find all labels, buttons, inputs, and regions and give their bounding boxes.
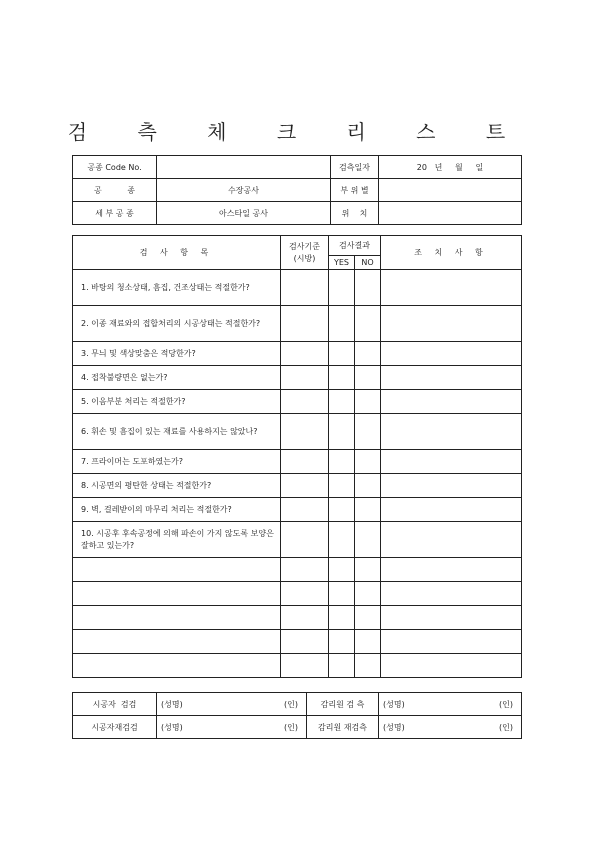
action-cell[interactable] — [381, 558, 522, 582]
header-no: NO — [355, 256, 381, 270]
empty-row — [73, 654, 522, 678]
no-cell[interactable] — [355, 522, 381, 558]
contractor-re-label: 시공자재검검 — [73, 716, 157, 739]
header-result: 검사결과 — [329, 236, 381, 256]
action-cell[interactable] — [381, 306, 522, 342]
action-cell[interactable] — [381, 474, 522, 498]
supervisor-sign[interactable] — [379, 693, 522, 716]
location-value[interactable] — [379, 202, 522, 225]
name-label: (성명) — [161, 722, 183, 732]
no-cell[interactable] — [355, 366, 381, 390]
standard-cell[interactable] — [281, 414, 329, 450]
detail-value[interactable]: 아스타일 공사 — [157, 202, 331, 225]
item-cell[interactable] — [73, 630, 281, 654]
part-label: 부 위 별 — [331, 179, 379, 202]
seal-label: (인) — [284, 722, 298, 732]
check-item: 8. 시공면의 평탄한 상태는 적절한가? — [73, 474, 281, 498]
code-value[interactable] — [157, 156, 331, 179]
standard-cell[interactable] — [281, 498, 329, 522]
yes-cell[interactable] — [329, 414, 355, 450]
no-cell[interactable] — [355, 306, 381, 342]
yes-cell[interactable] — [329, 654, 355, 678]
header-standard-1: 검사기준 — [289, 241, 320, 251]
detail-label: 세 부 공 종 — [73, 202, 157, 225]
standard-cell[interactable] — [281, 630, 329, 654]
header-action: 조 치 사 항 — [381, 236, 522, 270]
empty-row — [73, 582, 522, 606]
yes-cell[interactable] — [329, 606, 355, 630]
check-item: 9. 벽, 걸레받이의 마무리 처리는 적절한가? — [73, 498, 281, 522]
yes-cell[interactable] — [329, 522, 355, 558]
no-cell[interactable] — [355, 498, 381, 522]
supervisor-re-sign[interactable] — [379, 716, 522, 739]
no-cell[interactable] — [355, 558, 381, 582]
action-cell[interactable] — [381, 522, 522, 558]
table-row — [73, 474, 522, 498]
table-row — [73, 270, 522, 306]
check-item: 6. 휘손 및 흠집이 있는 재료를 사용하지는 않았나? — [73, 414, 281, 450]
action-cell[interactable] — [381, 606, 522, 630]
supervisor-re-label: 감리원 재검측 — [307, 716, 379, 739]
work-value[interactable]: 수장공사 — [157, 179, 331, 202]
action-cell[interactable] — [381, 450, 522, 474]
item-cell[interactable] — [73, 606, 281, 630]
action-cell[interactable] — [381, 366, 522, 390]
yes-cell[interactable] — [329, 582, 355, 606]
item-cell[interactable] — [73, 654, 281, 678]
empty-row — [73, 558, 522, 582]
check-item: 1. 바탕의 청소상태, 흠집, 건조상태는 적절한가? — [73, 270, 281, 306]
standard-cell[interactable] — [281, 474, 329, 498]
table-row — [73, 498, 522, 522]
standard-cell[interactable] — [281, 558, 329, 582]
yes-cell[interactable] — [329, 270, 355, 306]
no-cell[interactable] — [355, 606, 381, 630]
header-item: 검 사 항 목 — [73, 236, 281, 270]
action-cell[interactable] — [381, 654, 522, 678]
no-cell[interactable] — [355, 630, 381, 654]
table-row — [73, 306, 522, 342]
contractor-re-sign[interactable] — [157, 716, 307, 739]
table-row — [73, 366, 522, 390]
name-label: (성명) — [383, 722, 405, 732]
work-label: 공 종 — [73, 179, 157, 202]
standard-cell[interactable] — [281, 582, 329, 606]
contractor-sign[interactable] — [157, 693, 307, 716]
empty-row — [73, 606, 522, 630]
no-cell[interactable] — [355, 414, 381, 450]
standard-cell[interactable] — [281, 342, 329, 366]
no-cell[interactable] — [355, 474, 381, 498]
seal-label: (인) — [284, 699, 298, 709]
standard-cell[interactable] — [281, 270, 329, 306]
empty-row — [73, 630, 522, 654]
yes-cell[interactable] — [329, 450, 355, 474]
item-cell[interactable] — [73, 582, 281, 606]
table-row — [73, 522, 522, 558]
header-yes: YES — [329, 256, 355, 270]
check-item: 4. 접착불량면은 없는가? — [73, 366, 281, 390]
item-cell[interactable] — [73, 558, 281, 582]
check-item: 7. 프라이머는 도포하였는가? — [73, 450, 281, 474]
check-item: 10. 시공후 후속공정에 의해 파손이 가지 않도록 보양은 잘하고 있는가? — [73, 522, 281, 558]
table-row — [73, 414, 522, 450]
location-label: 위 치 — [331, 202, 379, 225]
supervisor-label: 감리원 검 측 — [307, 693, 379, 716]
action-cell[interactable] — [381, 582, 522, 606]
name-label: (성명) — [383, 699, 405, 709]
no-cell[interactable] — [355, 270, 381, 306]
header-standard — [281, 236, 329, 270]
standard-cell[interactable] — [281, 390, 329, 414]
yes-cell[interactable] — [329, 498, 355, 522]
standard-cell[interactable] — [281, 606, 329, 630]
action-cell[interactable] — [381, 390, 522, 414]
page-title: 검 측 체 크 리 스 트 — [67, 120, 528, 144]
no-cell[interactable] — [355, 390, 381, 414]
standard-cell[interactable] — [281, 366, 329, 390]
no-cell[interactable] — [355, 450, 381, 474]
info-table — [72, 155, 522, 225]
table-row — [73, 390, 522, 414]
no-cell[interactable] — [355, 654, 381, 678]
part-value[interactable] — [379, 179, 522, 202]
date-label: 검측일자 — [331, 156, 379, 179]
seal-label: (인) — [499, 699, 513, 709]
action-cell[interactable] — [381, 342, 522, 366]
table-row — [73, 342, 522, 366]
standard-cell[interactable] — [281, 450, 329, 474]
code-label: 공종 Code No. — [73, 156, 157, 179]
yes-cell[interactable] — [329, 474, 355, 498]
yes-cell[interactable] — [329, 630, 355, 654]
date-value[interactable]: 20 년 월 일 — [379, 156, 522, 179]
standard-cell[interactable] — [281, 306, 329, 342]
table-row — [73, 450, 522, 474]
checklist-table — [72, 235, 522, 678]
check-item: 3. 무늬 및 색상맞춤은 적당한가? — [73, 342, 281, 366]
standard-cell[interactable] — [281, 522, 329, 558]
standard-cell[interactable] — [281, 654, 329, 678]
action-cell[interactable] — [381, 630, 522, 654]
yes-cell[interactable] — [329, 366, 355, 390]
no-cell[interactable] — [355, 342, 381, 366]
yes-cell[interactable] — [329, 390, 355, 414]
action-cell[interactable] — [381, 498, 522, 522]
name-label: (성명) — [161, 699, 183, 709]
check-item: 5. 이음부분 처리는 적절한가? — [73, 390, 281, 414]
yes-cell[interactable] — [329, 558, 355, 582]
yes-cell[interactable] — [329, 342, 355, 366]
header-standard-2: (시방) — [293, 253, 316, 263]
action-cell[interactable] — [381, 414, 522, 450]
check-item: 2. 이종 재료와의 접합처리의 시공상태는 적절한가? — [73, 306, 281, 342]
contractor-label: 시공자 검검 — [73, 693, 157, 716]
yes-cell[interactable] — [329, 306, 355, 342]
no-cell[interactable] — [355, 582, 381, 606]
seal-label: (인) — [499, 722, 513, 732]
signature-table — [72, 692, 522, 739]
action-cell[interactable] — [381, 270, 522, 306]
